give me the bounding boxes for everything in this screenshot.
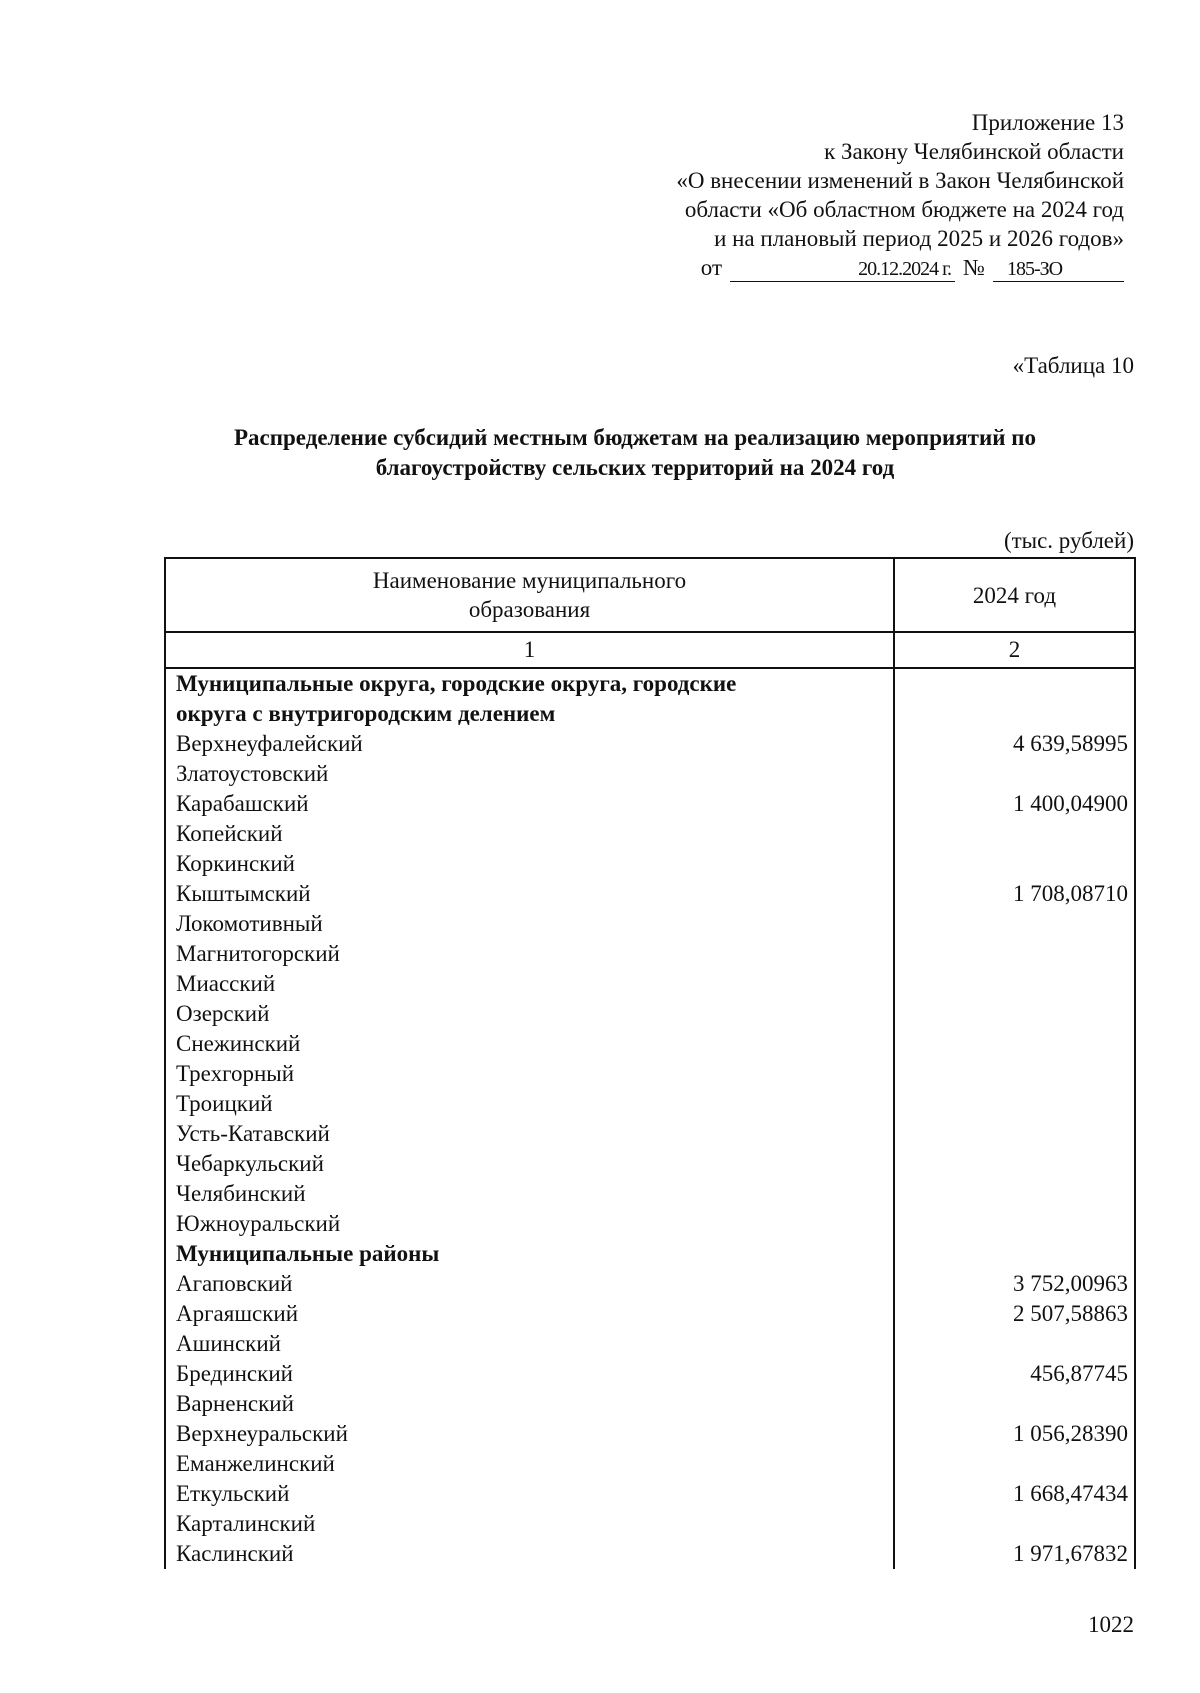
- subsidy-value: [895, 1119, 1134, 1149]
- table-body: [165, 668, 1135, 1569]
- subsidy-value: [895, 849, 1134, 879]
- municipality-name: Чебаркульский: [176, 1151, 324, 1176]
- subsidy-value: 2 507,58863: [1013, 1301, 1128, 1326]
- column-number: 2: [894, 632, 1135, 668]
- municipality-name: Троицкий: [176, 1091, 273, 1116]
- number-sign: №: [963, 255, 985, 280]
- subsidy-value: [895, 669, 1134, 699]
- municipality-name: Брединский: [176, 1361, 293, 1386]
- subsidy-value: [895, 1209, 1134, 1239]
- municipality-name: Трехгорный: [176, 1061, 295, 1086]
- municipality-name: Еманжелинский: [176, 1451, 335, 1476]
- section-heading: округа с внутригородским делением: [176, 701, 556, 726]
- table-label: «Таблица 10: [1012, 353, 1134, 378]
- municipality-name: Миасский: [176, 971, 276, 996]
- values-column: [894, 668, 1135, 1569]
- subsidy-value: [895, 1449, 1134, 1479]
- subsidy-value: [895, 1329, 1134, 1359]
- law-date-line: [564, 253, 1124, 282]
- subsidy-value: [895, 1149, 1134, 1179]
- subsidy-value: 1 400,04900: [1013, 791, 1128, 816]
- municipality-name: Челябинский: [176, 1181, 306, 1206]
- subsidy-value: [895, 1179, 1134, 1209]
- unit-label: (тыс. рублей): [1003, 528, 1134, 553]
- appendix-line: к Закону Челябинской области: [824, 139, 1124, 164]
- municipality-name: Аргаяшский: [176, 1301, 299, 1326]
- appendix-line: и на плановый период 2025 и 2026 годов»: [714, 226, 1124, 251]
- header-name-column: [165, 558, 894, 632]
- subsidy-value: 1 056,28390: [1013, 1421, 1128, 1446]
- from-label: от: [700, 255, 723, 280]
- column-number-row: [165, 632, 1135, 668]
- municipality-name: Озерский: [176, 1001, 270, 1026]
- subsidy-value: [895, 759, 1134, 789]
- subsidy-value: 1 668,47434: [1013, 1481, 1128, 1506]
- subsidy-table: [164, 557, 1136, 1569]
- title-line: Распределение субсидий местным бюджетам на реализацию мероприятий по: [234, 425, 1036, 450]
- municipality-name: Карталинский: [176, 1511, 316, 1536]
- subsidy-value: [895, 999, 1134, 1029]
- subsidy-value: 3 752,00963: [1013, 1271, 1128, 1296]
- municipality-name: Верхнеуфалейский: [176, 731, 363, 756]
- municipality-name: Магнитогорский: [176, 941, 340, 966]
- municipality-name: Копейский: [176, 821, 283, 846]
- subsidy-value: 4 639,58995: [1013, 731, 1128, 756]
- page-number: 1022: [1088, 1612, 1134, 1637]
- subsidy-value: [895, 969, 1134, 999]
- subsidy-value: [895, 939, 1134, 969]
- municipality-name: Южноуральский: [176, 1211, 341, 1236]
- names-column: [165, 668, 894, 1569]
- subsidy-value: 1 708,08710: [1013, 881, 1128, 906]
- appendix-header: [564, 108, 1124, 282]
- subsidy-value: [895, 699, 1134, 729]
- header-name-line: Наименование муниципального: [372, 568, 687, 593]
- section-heading: Муниципальные округа, городские округа, городские: [176, 671, 737, 696]
- law-date: 20.12.2024 г.: [730, 257, 955, 282]
- municipality-name: Кыштымский: [176, 881, 311, 906]
- subsidy-value: 1 971,67832: [1013, 1541, 1128, 1566]
- law-number: 185-ЗО: [993, 257, 1124, 282]
- header-name-line: образования: [468, 597, 591, 622]
- municipality-name: Ашинский: [176, 1331, 281, 1356]
- subsidy-value: [895, 909, 1134, 939]
- municipality-name: Усть-Катавский: [176, 1121, 330, 1146]
- subsidy-value: [895, 1029, 1134, 1059]
- municipality-name: Каслинский: [176, 1541, 294, 1566]
- subsidy-value: [895, 1239, 1134, 1269]
- municipality-name: Локомотивный: [176, 911, 323, 936]
- municipality-name: Коркинский: [176, 851, 295, 876]
- municipality-name: Снежинский: [176, 1031, 301, 1056]
- title-line: благоустройству сельских территорий на 2024 год: [375, 455, 895, 480]
- document-title: [150, 423, 1120, 483]
- subsidy-value: [895, 819, 1134, 849]
- column-number: 1: [165, 632, 894, 668]
- municipality-name: Златоустовский: [176, 761, 329, 786]
- municipality-name: Верхнеуральский: [176, 1421, 348, 1446]
- subsidy-value: [895, 1059, 1134, 1089]
- subsidy-value: 456,87745: [1030, 1361, 1128, 1386]
- municipality-name: Варненский: [176, 1391, 294, 1416]
- table-header-row: [165, 558, 1135, 632]
- appendix-line: «О внесении изменений в Закон Челябинской: [676, 168, 1124, 193]
- section-heading: Муниципальные районы: [176, 1241, 440, 1266]
- header-year-column: 2024 год: [894, 558, 1135, 632]
- subsidy-value: [895, 1089, 1134, 1119]
- appendix-line: области «Об областном бюджете на 2024 год: [684, 197, 1124, 222]
- municipality-name: Карабашский: [176, 791, 309, 816]
- municipality-name: Еткульский: [176, 1481, 290, 1506]
- subsidy-value: [895, 1509, 1134, 1539]
- subsidy-value: [895, 1389, 1134, 1419]
- appendix-title: Приложение 13: [971, 110, 1124, 135]
- municipality-name: Агаповский: [176, 1271, 293, 1296]
